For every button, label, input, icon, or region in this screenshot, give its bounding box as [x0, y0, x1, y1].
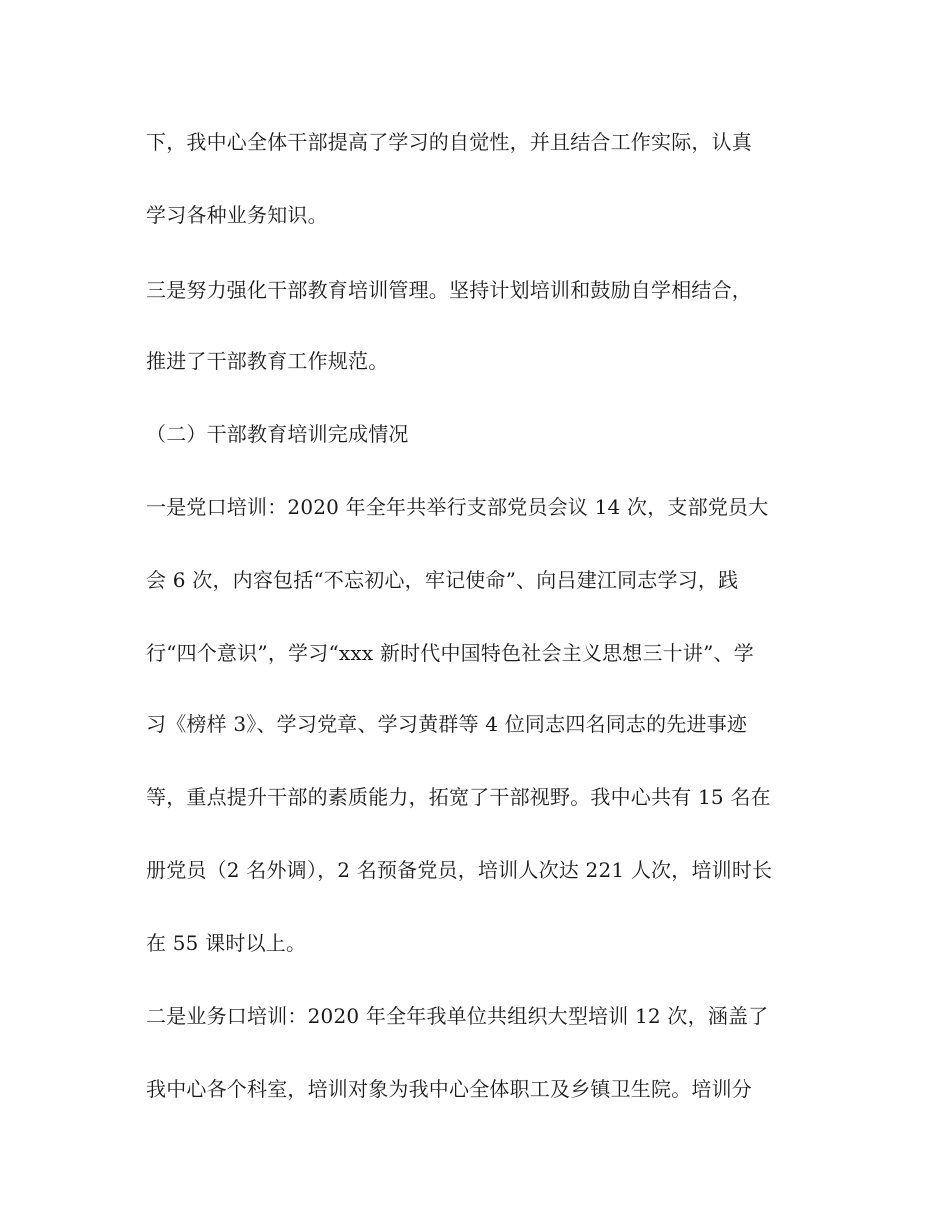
text-line: 推进了干部教育工作规范。: [146, 349, 389, 373]
text-line: 三是努力强化干部教育培训管理。坚持计划培训和鼓励自学相结合，: [146, 278, 752, 302]
text-line: 行“四个意识”，学习“xxx 新时代中国特色社会主义思想三十讲”、学: [146, 641, 754, 665]
section-heading: （二）干部教育培训完成情况: [146, 422, 409, 446]
text-line: 我中心各个科室，培训对象为我中心全体职工及乡镇卫生院。培训分: [146, 1077, 752, 1101]
text-line: 学习各种业务知识。: [146, 203, 328, 227]
text-line: 会 6 次，内容包括“不忘初心，牢记使命”、向吕建江同志学习，践: [146, 568, 739, 592]
text-line: 册党员（2 名外调），2 名预备党员，培训人次达 221 人次，培训时长: [146, 858, 773, 882]
text-line: 等，重点提升干部的素质能力，拓宽了干部视野。我中心共有 15 名在: [146, 785, 771, 809]
text-line: 下，我中心全体干部提高了学习的自觉性，并且结合工作实际，认真: [146, 130, 752, 154]
text-line: 一是党口培训：2020 年全年共举行支部党员会议 14 次，支部党员大: [146, 495, 769, 519]
text-line: 习《榜样 3》、学习党章、学习黄群等 4 位同志四名同志的先进事迹: [146, 712, 748, 736]
text-line: 二是业务口培训：2020 年全年我单位共组织大型培训 12 次，涵盖了: [146, 1004, 769, 1028]
text-line: 在 55 课时以上。: [146, 931, 307, 955]
